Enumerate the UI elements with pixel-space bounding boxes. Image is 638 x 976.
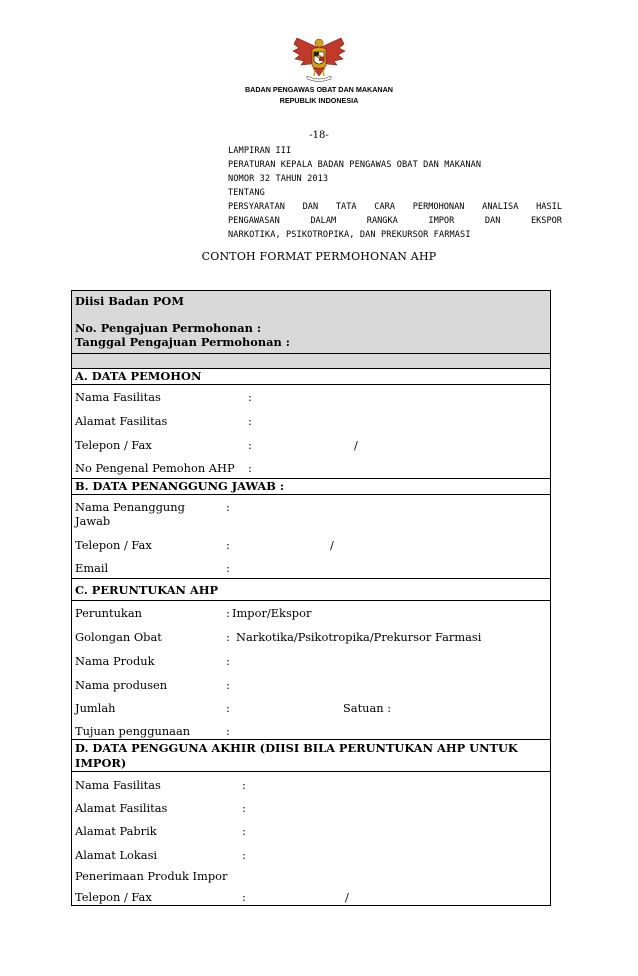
b-phone-fax-colon: : <box>226 538 230 552</box>
divider <box>72 739 550 740</box>
agency-name-line2: REPUBLIK INDONESIA <box>279 96 359 105</box>
c-purpose-colon: : <box>226 606 230 620</box>
ref-line-4: TENTANG <box>228 188 265 198</box>
divider <box>72 494 550 495</box>
b-email-colon: : <box>226 561 230 575</box>
a-facility-address-colon: : <box>248 414 252 428</box>
d-location-address-label: Alamat Lokasi <box>75 848 158 862</box>
section-c-title: C. PERUNTUKAN AHP <box>75 583 219 597</box>
d-import-receipt-label: Penerimaan Produk Impor <box>75 869 228 883</box>
a-facility-name-colon: : <box>248 390 252 404</box>
submission-number-field: No. Pengajuan Permohonan : <box>75 321 262 335</box>
section-a-title: A. DATA PEMOHON <box>75 369 202 383</box>
c-product-name-colon: : <box>226 654 230 668</box>
b-email-label: Email <box>75 561 109 575</box>
d-facility-name-colon: : <box>242 778 246 792</box>
d-factory-address-colon: : <box>242 824 246 838</box>
c-intended-use-label: Tujuan penggunaan <box>75 724 191 738</box>
c-intended-use-colon: : <box>226 724 230 738</box>
divider <box>72 771 550 772</box>
c-drug-class-label: Golongan Obat <box>75 630 162 644</box>
page-number <box>0 130 638 141</box>
agency-name-line1: BADAN PENGAWAS OBAT DAN MAKANAN <box>244 85 393 94</box>
c-purpose-label: Peruntukan <box>75 606 142 620</box>
submission-date-field: Tanggal Pengajuan Permohonan : <box>75 335 290 349</box>
section-d-title-line1: D. DATA PENGGUNA AKHIR (DIISI BILA PERUNTUKAN AHP UNTUK <box>75 741 518 755</box>
c-quantity-label: Jumlah <box>75 701 116 715</box>
ref-line-7: NARKOTIKA, PSIKOTROPIKA, DAN PREKURSOR FARMASI <box>228 230 471 240</box>
c-product-name-label: Nama Produk <box>75 654 155 668</box>
d-phone-fax-colon: : <box>242 890 246 904</box>
section-b-title: B. DATA PENANGGUNG JAWAB : <box>75 479 285 493</box>
a-phone-fax-separator: / <box>354 438 358 452</box>
a-phone-fax-colon: : <box>248 438 252 452</box>
a-facility-address-label: Alamat Fasilitas <box>75 414 168 428</box>
ref-line-5: PERSYARATAN DAN TATA CARA PERMOHONAN ANALISA HASIL <box>228 202 562 212</box>
c-purpose-value: Impor/Ekspor <box>232 606 312 620</box>
b-phone-fax-separator: / <box>330 538 334 552</box>
b-responsible-name-label: Nama Penanggung <box>75 500 185 514</box>
d-facility-address-colon: : <box>242 801 246 815</box>
ref-line-2: PERATURAN KEPALA BADAN PENGAWAS OBAT DAN MAKANAN <box>228 160 482 170</box>
a-applicant-id-label: No Pengenal Pemohon AHP <box>75 461 235 475</box>
b-responsible-name-label-2: Jawab <box>75 514 111 528</box>
d-phone-fax-separator: / <box>345 890 349 904</box>
b-phone-fax-label: Telepon / Fax <box>75 538 152 552</box>
ref-line-1: LAMPIRAN III <box>228 146 292 156</box>
page-number-text: -18- <box>309 130 329 141</box>
a-applicant-id-colon: : <box>248 461 252 475</box>
ref-line-3: NOMOR 32 TAHUN 2013 <box>228 174 329 184</box>
c-producer-name-label: Nama produsen <box>75 678 168 692</box>
section-d-title-line2: IMPOR) <box>75 756 127 770</box>
a-facility-name-label: Nama Fasilitas <box>75 390 161 404</box>
ahp-request-form <box>71 290 551 906</box>
pom-spacer <box>72 354 550 368</box>
garuda-emblem-icon <box>291 34 347 84</box>
d-facility-name-label: Nama Fasilitas <box>75 778 161 792</box>
c-quantity-colon: : <box>226 701 230 715</box>
pom-section-title: Diisi Badan POM <box>75 294 184 308</box>
divider <box>72 384 550 385</box>
pom-section <box>72 291 550 353</box>
divider <box>72 600 550 601</box>
c-drug-class-value: Narkotika/Psikotropika/Prekursor Farmasi <box>236 630 482 644</box>
ref-line-6: PENGAWASAN DALAM RANGKA IMPOR DAN EKSPOR <box>228 216 562 226</box>
document-title: CONTOH FORMAT PERMOHONAN AHP <box>201 250 437 263</box>
c-producer-name-colon: : <box>226 678 230 692</box>
divider <box>72 578 550 579</box>
d-factory-address-label: Alamat Pabrik <box>75 824 157 838</box>
d-location-address-colon: : <box>242 848 246 862</box>
c-unit-label: Satuan : <box>343 701 392 715</box>
a-phone-fax-label: Telepon / Fax <box>75 438 152 452</box>
d-phone-fax-label: Telepon / Fax <box>75 890 152 904</box>
c-drug-class-colon: : <box>226 630 230 644</box>
b-responsible-name-colon: : <box>226 500 230 514</box>
d-facility-address-label: Alamat Fasilitas <box>75 801 168 815</box>
